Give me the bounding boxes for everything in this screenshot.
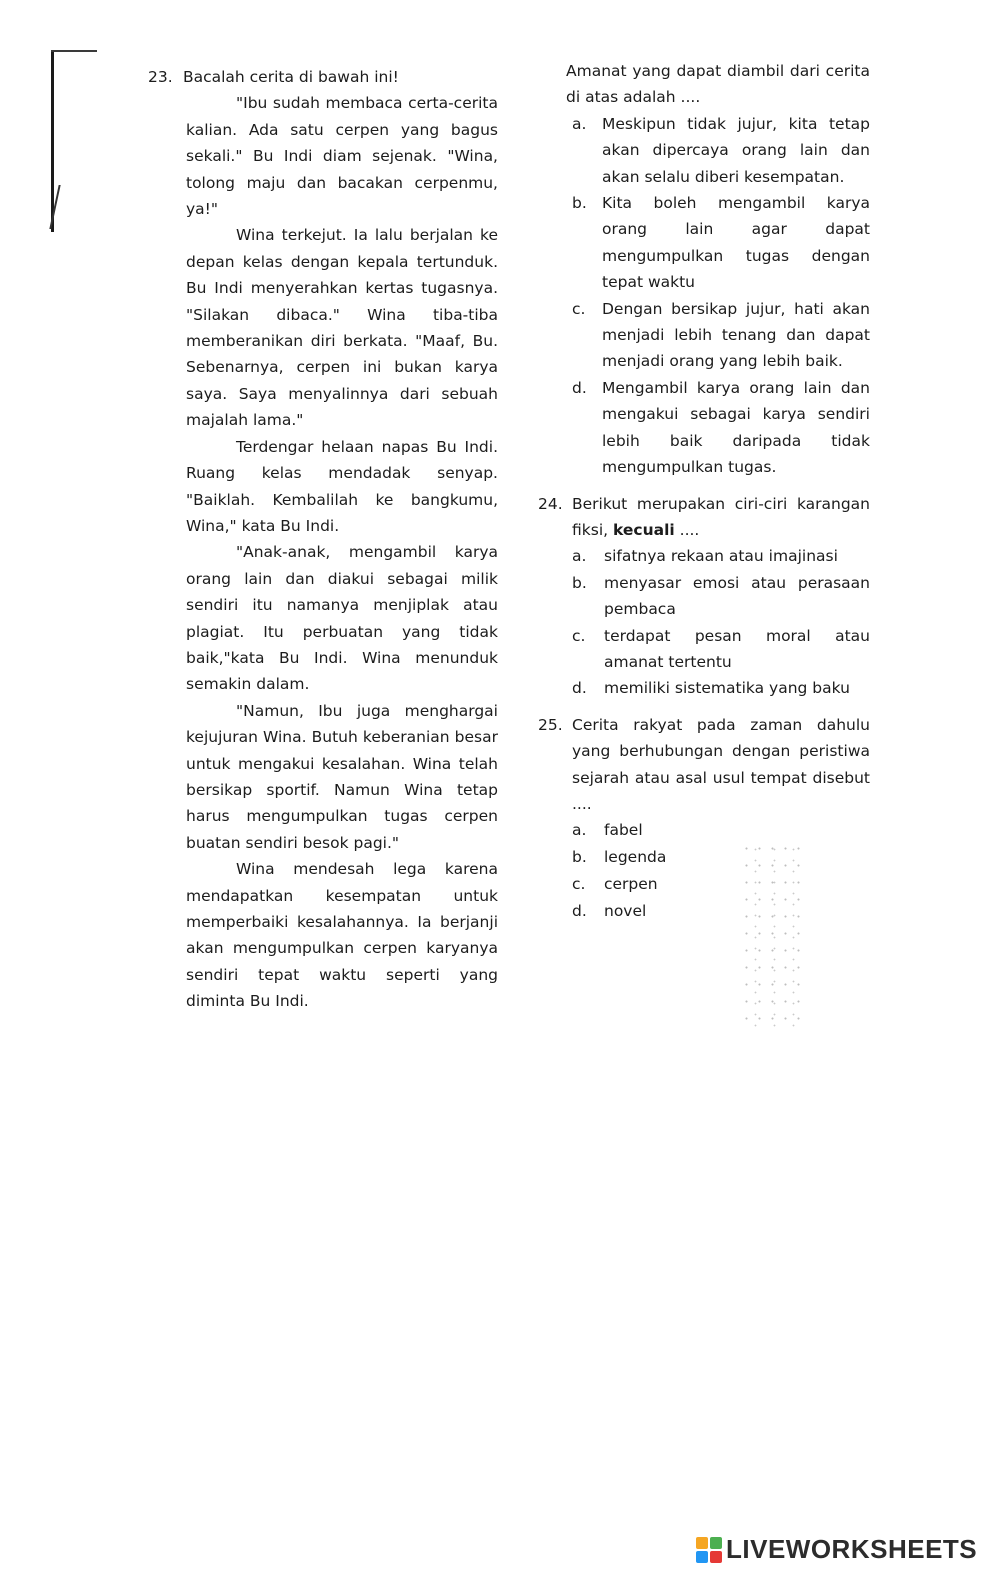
question-23-prompt: Amanat yang dapat diambil dari cerita di atas adalah .... bbox=[566, 62, 870, 107]
option-text: memiliki sistematika yang baku bbox=[604, 679, 850, 698]
liveworksheets-watermark bbox=[696, 1534, 977, 1565]
watermark-text: LIVEWORKSHEETS bbox=[726, 1534, 978, 1564]
story-paragraph: Wina terkejut. Ia lalu berjalan ke depan kelas dengan kepala tertunduk. Bu Indi menyerahkan kertas tugasnya. "Silakan dibaca." Wina tiba-tiba memberanikan diri berkata. "Maaf, Bu. Sebenarnya, cerpen ini bukan karya saya. Saya menyalinnya dari sebuah majalah lama." bbox=[186, 226, 498, 430]
option-23-a[interactable] bbox=[572, 111, 870, 190]
option-letter: c. bbox=[572, 299, 586, 318]
option-23-b[interactable] bbox=[572, 190, 870, 296]
story-paragraph: "Ibu sudah membaca certa-cerita kalian. Ada satu cerpen yang bagus sekali." Bu Indi diam sejenak. "Wina, tolong maju dan bacakan cerpenmu, ya!" bbox=[186, 94, 498, 219]
option-letter: a. bbox=[572, 821, 587, 840]
option-24-b[interactable] bbox=[572, 570, 870, 623]
option-24-d[interactable] bbox=[572, 675, 870, 701]
option-letter: c. bbox=[572, 874, 586, 893]
option-letter: b. bbox=[572, 573, 587, 592]
story-paragraph: "Anak-anak, mengambil karya orang lain dan diakui sebagai milik sendiri itu namanya menjiplak atau plagiat. Itu perbuatan yang tidak baik,"kata Bu Indi. Wina menunduk semakin dalam. bbox=[186, 543, 498, 694]
option-23-d[interactable] bbox=[572, 375, 870, 481]
option-text: Meskipun tidak jujur, kita tetap akan dipercaya orang lain dan akan selalu diberi kesempatan. bbox=[602, 114, 870, 186]
option-text: cerpen bbox=[604, 874, 658, 893]
question-24-prompt bbox=[572, 491, 870, 544]
question-24-bold: kecuali bbox=[613, 520, 675, 539]
option-text: legenda bbox=[604, 848, 667, 867]
question-24-head bbox=[538, 491, 870, 544]
option-text: fabel bbox=[604, 821, 643, 840]
option-text: Dengan bersikap jujur, hati akan menjadi lebih tenang dan dapat menjadi orang yang lebih baik. bbox=[602, 299, 870, 371]
option-letter: b. bbox=[572, 848, 587, 867]
question-23-number: 23. bbox=[148, 68, 173, 86]
logo-square bbox=[710, 1551, 722, 1563]
option-text: sifatnya rekaan atau imajinasi bbox=[604, 547, 838, 566]
option-letter: b. bbox=[572, 194, 587, 213]
logo-square bbox=[696, 1551, 708, 1563]
story-passage bbox=[186, 90, 498, 1014]
question-23-instruction: Bacalah cerita di bawah ini! bbox=[182, 68, 399, 86]
option-letter: a. bbox=[572, 547, 587, 566]
option-letter: c. bbox=[572, 626, 586, 645]
question-25-head bbox=[538, 712, 870, 818]
option-text: novel bbox=[604, 901, 647, 920]
story-paragraph: Terdengar helaan napas Bu Indi. Ruang kelas mendadak senyap. "Baiklah. Kembalilah ke bangkumu, Wina," kata Bu Indi. bbox=[186, 437, 498, 535]
option-24-c[interactable] bbox=[572, 623, 870, 676]
option-text: Kita boleh mengambil karya orang lain agar dapat mengumpulkan tugas dengan tepat waktu bbox=[602, 194, 870, 292]
right-column bbox=[538, 58, 870, 925]
question-24 bbox=[538, 491, 870, 702]
option-text: terdapat pesan moral atau amanat tertentu bbox=[604, 626, 870, 671]
question-23-options bbox=[572, 111, 870, 481]
logo-square bbox=[696, 1537, 708, 1549]
liveworksheets-logo-icon bbox=[696, 1537, 722, 1563]
option-letter: d. bbox=[572, 378, 587, 397]
question-23-instruction-line bbox=[148, 64, 498, 90]
option-25-a[interactable] bbox=[572, 817, 870, 844]
option-23-c[interactable] bbox=[572, 296, 870, 375]
question-24-suffix: .... bbox=[674, 520, 700, 539]
option-25-b[interactable] bbox=[572, 844, 870, 871]
question-25 bbox=[538, 712, 870, 925]
question-24-options bbox=[572, 543, 870, 701]
option-text: menyasar emosi atau perasaan pembaca bbox=[604, 573, 870, 619]
question-24-prefix: Berikut merupakan ciri-ciri karangan fiksi, bbox=[572, 494, 870, 539]
option-letter: d. bbox=[572, 679, 587, 698]
story-paragraph: "Namun, Ibu juga menghargai kejujuran Wina. Butuh keberanian besar untuk mengakui kesalahan. Wina telah bersikap sportif. Namun Wina tetap harus mengumpulkan tugas cerpen buatan sendiri besok pagi." bbox=[186, 701, 498, 852]
question-25-number: 25. bbox=[538, 715, 563, 734]
scan-edge-tick bbox=[51, 50, 97, 52]
option-text: Mengambil karya orang lain dan mengakui sebagai karya sendiri lebih baik daripada tidak mengumpulkan tugas. bbox=[602, 378, 870, 477]
question-25-options bbox=[572, 817, 870, 924]
logo-square bbox=[710, 1537, 722, 1549]
question-24-number: 24. bbox=[538, 494, 563, 513]
option-letter: d. bbox=[572, 901, 587, 920]
story-paragraph: Wina mendesah lega karena mendapatkan kesempatan untuk memperbaiki kesalahannya. Ia berjanji akan mengumpulkan cerpen karyanya sendiri tepat waktu seperti yang diminta Bu Indi. bbox=[186, 860, 498, 1011]
option-letter: a. bbox=[572, 114, 587, 133]
question-23 bbox=[148, 64, 498, 1015]
question-25-prompt: Cerita rakyat pada zaman dahulu yang berhubungan dengan peristiwa sejarah atau asal usul tempat disebut .... bbox=[572, 715, 870, 813]
option-25-c[interactable] bbox=[572, 871, 870, 898]
option-25-d[interactable] bbox=[572, 898, 870, 925]
option-24-a[interactable] bbox=[572, 543, 870, 569]
